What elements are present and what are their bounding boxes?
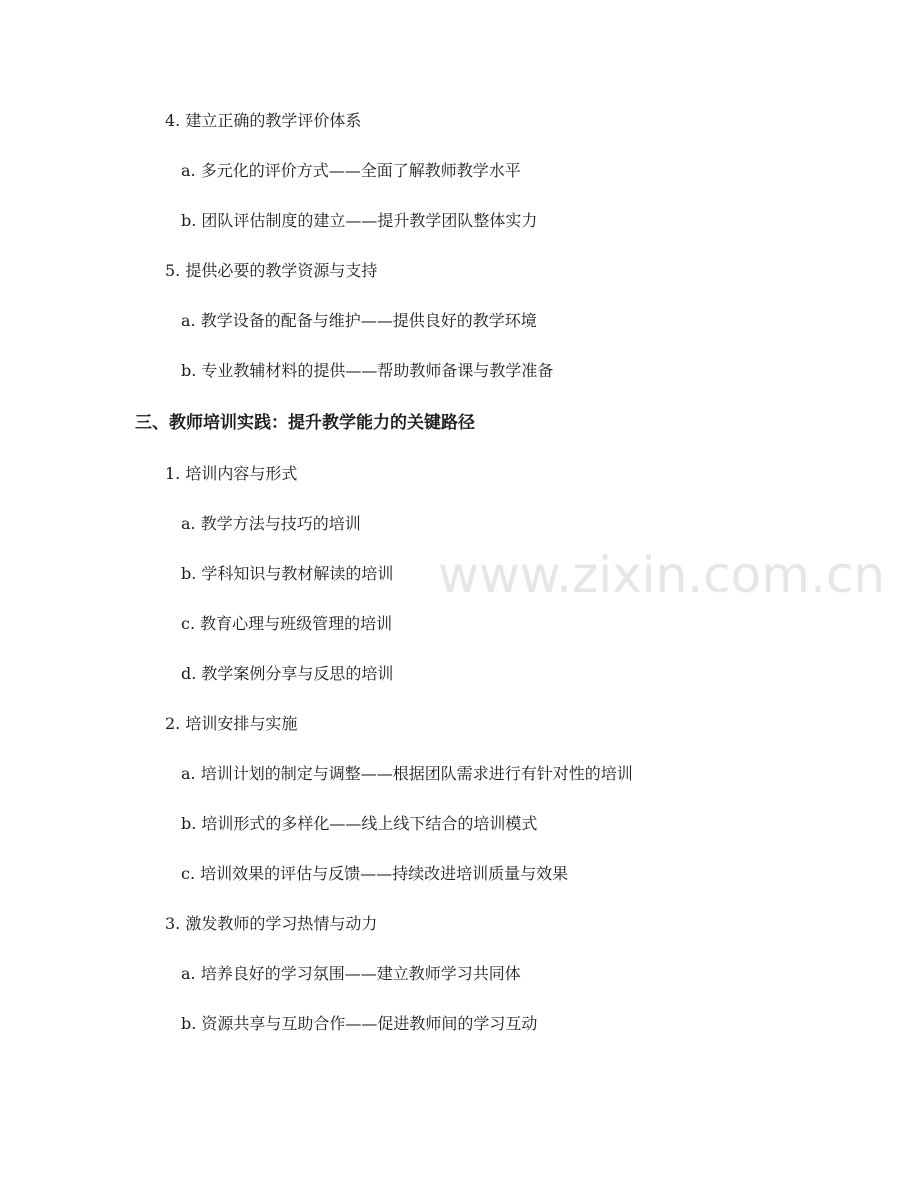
watermark: www.zixin.com.cn [438,546,886,604]
list-item-level2: c. 培训效果的评估与反馈——持续改进培训质量与效果 [181,864,569,883]
list-item-level2: b. 学科知识与教材解读的培训 [181,564,394,583]
list-item-level2: c. 教育心理与班级管理的培训 [181,614,393,633]
section-heading: 三、教师培训实践：提升教学能力的关键路径 [135,413,475,433]
list-item-level2: d. 教学案例分享与反思的培训 [181,664,394,683]
list-item-level2: b. 团队评估制度的建立——提升教学团队整体实力 [181,211,538,230]
list-item-level2: b. 培训形式的多样化——线上线下结合的培训模式 [181,814,538,833]
list-item-level1: 2. 培训安排与实施 [165,714,298,733]
list-item-level1: 5. 提供必要的教学资源与支持 [165,261,378,280]
list-item-level1: 4. 建立正确的教学评价体系 [165,111,362,130]
list-item-level1: 1. 培训内容与形式 [165,464,298,483]
list-item-level2: b. 专业教辅材料的提供——帮助教师备课与教学准备 [181,361,554,380]
list-item-level2: a. 多元化的评价方式——全面了解教师教学水平 [181,161,521,180]
list-item-level2: a. 教学设备的配备与维护——提供良好的教学环境 [181,311,537,330]
list-item-level2: a. 培训计划的制定与调整——根据团队需求进行有针对性的培训 [181,764,633,783]
list-item-level2: b. 资源共享与互助合作——促进教师间的学习互动 [181,1014,538,1033]
list-item-level2: a. 培养良好的学习氛围——建立教师学习共同体 [181,964,521,983]
list-item-level2: a. 教学方法与技巧的培训 [181,514,361,533]
list-item-level1: 3. 激发教师的学习热情与动力 [165,914,378,933]
